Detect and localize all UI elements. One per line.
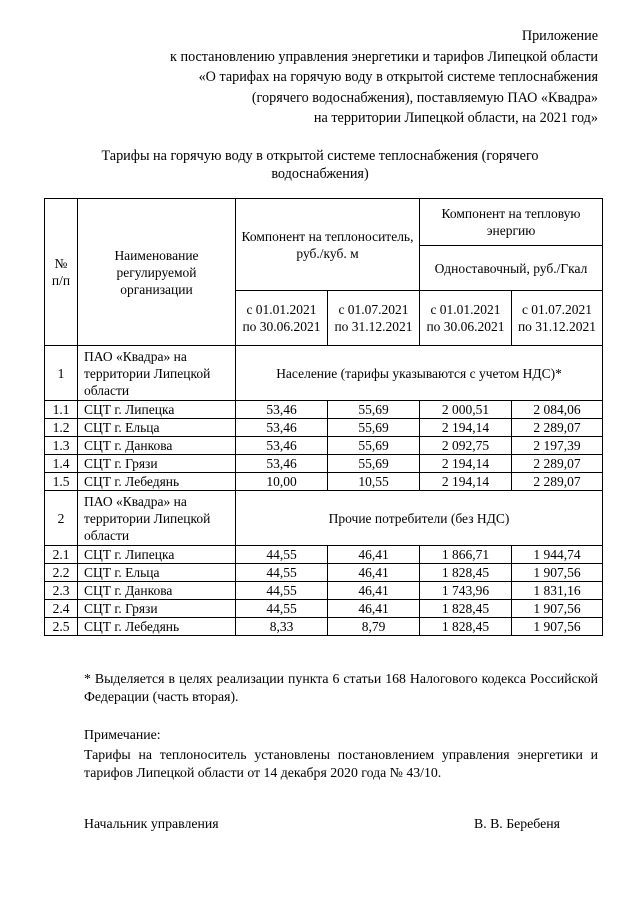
note-heading: Примечание: (84, 727, 161, 742)
row-value: 46,41 (328, 546, 420, 564)
row-num: 2.4 (45, 600, 78, 618)
row-value: 53,46 (236, 437, 328, 455)
row-value: 1 907,56 (512, 618, 603, 636)
header-num: № п/п (45, 199, 78, 346)
row-name: СЦТ г. Грязи (78, 600, 236, 618)
row-value: 2 289,07 (512, 455, 603, 473)
row-num: 2.3 (45, 582, 78, 600)
header-period: с 01.07.2021 по 31.12.2021 (328, 291, 420, 346)
row-value: 55,69 (328, 455, 420, 473)
table-row (45, 618, 603, 636)
table-row (45, 473, 603, 491)
row-num: 2.2 (45, 564, 78, 582)
row-name: СЦТ г. Ельца (78, 419, 236, 437)
row-value: 46,41 (328, 600, 420, 618)
title-line-1: Тарифы на горячую воду в открытой системе теплоснабжения (горячего (101, 148, 539, 164)
header-carrier: Компонент на теплоноситель, руб./куб. м (236, 199, 420, 291)
table-row (45, 600, 603, 618)
row-value: 53,46 (236, 401, 328, 419)
group-num: 2 (45, 491, 78, 546)
row-value: 2 197,39 (512, 437, 603, 455)
row-value: 1 866,71 (420, 546, 512, 564)
appendix-line: «О тарифах на горячую воду в открытой системе теплоснабжения (198, 69, 598, 85)
document-title (70, 147, 570, 183)
row-value: 8,79 (328, 618, 420, 636)
row-num: 1.4 (45, 455, 78, 473)
signature-position: Начальник управления (84, 816, 219, 831)
header-energy: Компонент на тепловую энергию (420, 199, 603, 246)
row-value: 2 194,14 (420, 455, 512, 473)
table-row (45, 419, 603, 437)
row-value: 2 092,75 (420, 437, 512, 455)
row-value: 8,33 (236, 618, 328, 636)
row-num: 2.1 (45, 546, 78, 564)
tariff-table (44, 198, 603, 636)
row-value: 1 743,96 (420, 582, 512, 600)
appendix-line: на территории Липецкой области, на 2021 год» (313, 110, 598, 126)
table-row (45, 546, 603, 564)
group-num: 1 (45, 346, 78, 401)
row-num: 2.5 (45, 618, 78, 636)
header-single-rate: Одноставочный, руб./Гкал (420, 246, 603, 291)
row-value: 1 907,56 (512, 600, 603, 618)
row-value: 1 831,16 (512, 582, 603, 600)
row-value: 46,41 (328, 582, 420, 600)
row-value: 44,55 (236, 600, 328, 618)
row-name: СЦТ г. Ельца (78, 564, 236, 582)
group-org: ПАО «Квадра» на территории Липецкой области (78, 491, 236, 546)
table-row (45, 401, 603, 419)
title-line-2: водоснабжения) (271, 166, 369, 182)
row-value: 55,69 (328, 437, 420, 455)
header-period: с 01.01.2021 по 30.06.2021 (420, 291, 512, 346)
row-value: 2 194,14 (420, 419, 512, 437)
table-row (45, 455, 603, 473)
group-label: Население (тарифы указываются с учетом НДС)* (236, 346, 603, 401)
table-row (45, 582, 603, 600)
row-name: СЦТ г. Данкова (78, 437, 236, 455)
row-num: 1.1 (45, 401, 78, 419)
signature-name: В. В. Беребеня (474, 816, 560, 831)
row-value: 2 289,07 (512, 419, 603, 437)
row-value: 1 907,56 (512, 564, 603, 582)
table-row (45, 437, 603, 455)
table-row (45, 564, 603, 582)
row-value: 55,69 (328, 419, 420, 437)
group-label: Прочие потребители (без НДС) (236, 491, 603, 546)
appendix-line: к постановлению управления энергетики и тарифов Липецкой области (170, 48, 598, 65)
row-value: 53,46 (236, 419, 328, 437)
row-name: СЦТ г. Липецка (78, 546, 236, 564)
row-value: 46,41 (328, 564, 420, 582)
row-num: 1.2 (45, 419, 78, 437)
row-value: 1 828,45 (420, 600, 512, 618)
row-value: 10,55 (328, 473, 420, 491)
row-value: 1 944,74 (512, 546, 603, 564)
row-value: 1 828,45 (420, 564, 512, 582)
row-value: 53,46 (236, 455, 328, 473)
header-period: с 01.01.2021 по 30.06.2021 (236, 291, 328, 346)
row-value: 44,55 (236, 582, 328, 600)
appendix-header (170, 26, 598, 129)
row-value: 10,00 (236, 473, 328, 491)
row-num: 1.3 (45, 437, 78, 455)
row-value: 2 194,14 (420, 473, 512, 491)
header-period: с 01.07.2021 по 31.12.2021 (512, 291, 603, 346)
note-text: Тарифы на теплоноситель установлены постановлением управления энергетики и тарифов Липецкой области от 14 декабря 2020 года № 43/10. (84, 747, 598, 780)
row-name: СЦТ г. Лебедянь (78, 473, 236, 491)
row-name: СЦТ г. Грязи (78, 455, 236, 473)
group-org: ПАО «Квадра» на территории Липецкой области (78, 346, 236, 401)
appendix-line: (горячего водоснабжения), поставляемую ПАО «Квадра» (251, 89, 598, 106)
row-value: 2 289,07 (512, 473, 603, 491)
row-value: 44,55 (236, 564, 328, 582)
row-name: СЦТ г. Липецка (78, 401, 236, 419)
row-value: 44,55 (236, 546, 328, 564)
row-value: 2 084,06 (512, 401, 603, 419)
row-name: СЦТ г. Лебедянь (78, 618, 236, 636)
row-num: 1.5 (45, 473, 78, 491)
row-name: СЦТ г. Данкова (78, 582, 236, 600)
appendix-line: Приложение (521, 28, 598, 44)
header-org: Наименование регулируемой организации (78, 199, 236, 346)
row-value: 55,69 (328, 401, 420, 419)
footnote: * Выделяется в целях реализации пункта 6 статьи 168 Налогового кодекса Российской Федерации (часть вторая). (84, 671, 598, 704)
row-value: 1 828,45 (420, 618, 512, 636)
row-value: 2 000,51 (420, 401, 512, 419)
